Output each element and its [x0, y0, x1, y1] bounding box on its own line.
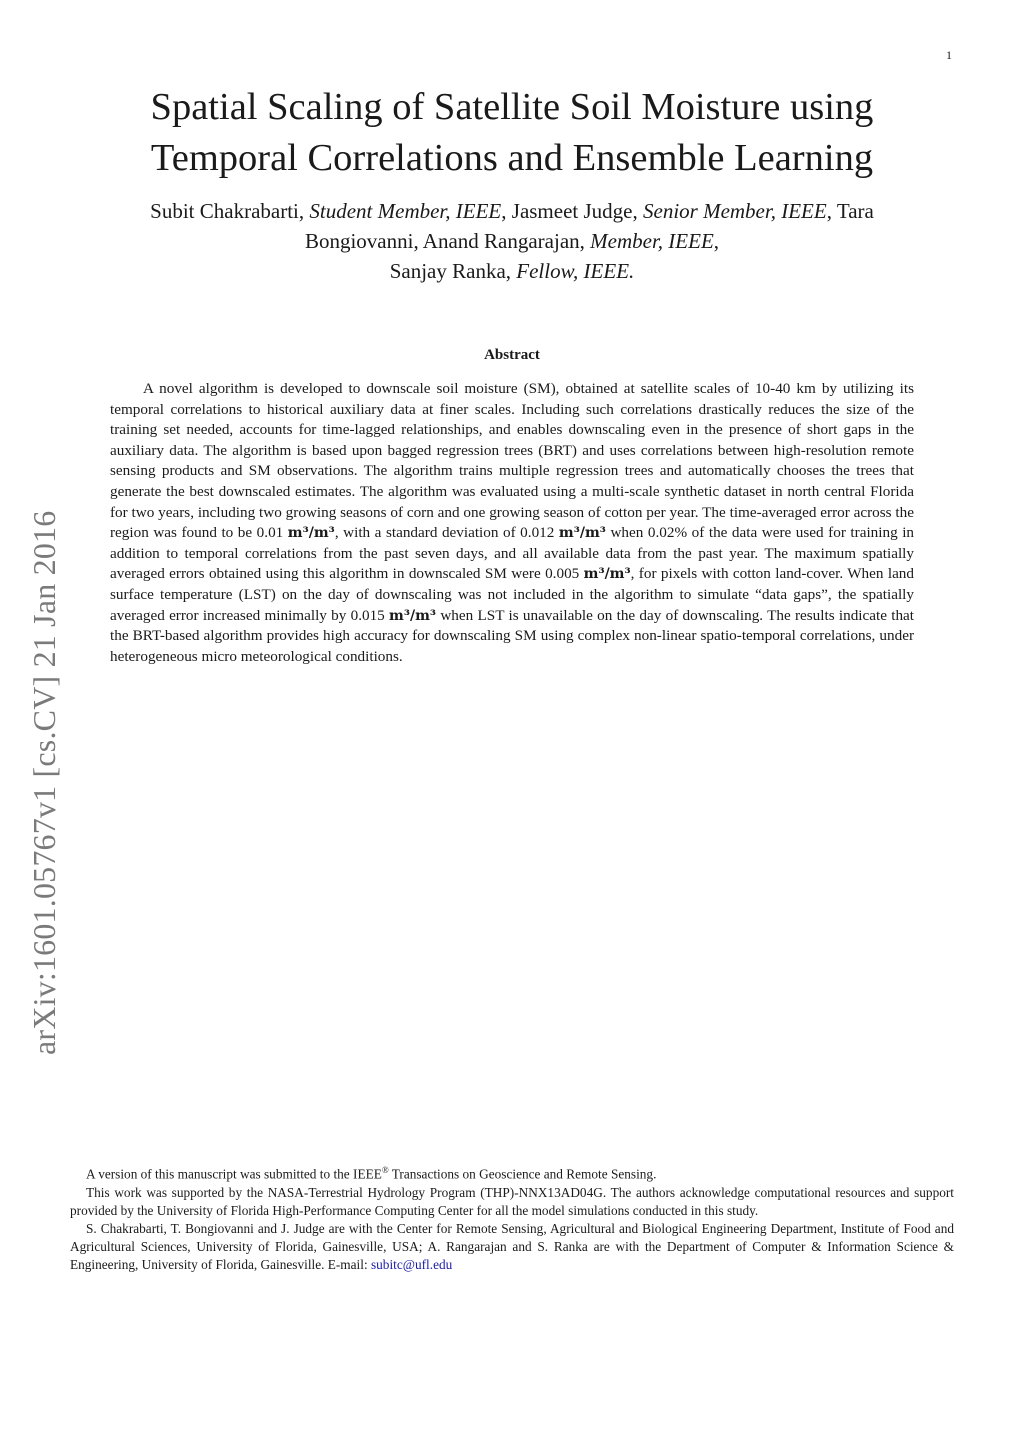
- footnote-affiliations: S. Chakrabarti, T. Bongiovanni and J. Judge are with the Center for Remote Sensing, Agricultural and Biological Engineering Department, Institute of Food and Agricultural Sciences, University of Florida, Gainesville, USA; A. Rangarajan and S. Ranka are with the Department of Computer & Information Science & Engineering, University of Florida, Gainesville. E-mail: subitc@ufl.edu: [70, 1221, 954, 1273]
- unit-label: m³/m³: [389, 607, 437, 624]
- author-affiliation: Member, IEEE: [590, 229, 714, 253]
- arxiv-stamp: arXiv:1601.05767v1 [cs.CV] 21 Jan 2016: [26, 510, 62, 1055]
- author-affiliation: Student Member, IEEE: [309, 199, 502, 223]
- abstract-text: , for pixels with cotton land-cover. When land surface temperature (LST) on the day of downscaling was not included in the algorithm to simulate “data gaps”, the spatially averaged error increased minimally by 0.015: [110, 565, 914, 624]
- abstract-text: when 0.02% of the data were used for training in addition to temporal correlations from the past seven days, and all available data from the past year. The maximum spatially averaged errors obtained using this algorithm in downscaled SM were 0.005: [110, 524, 915, 583]
- paper-title: Spatial Scaling of Satellite Soil Moisture using Temporal Correlations and Ensemble Learning: [150, 86, 874, 179]
- author-affiliation: Fellow, IEEE.: [516, 259, 635, 283]
- author-name: Subit Chakrabarti: [150, 199, 299, 223]
- abstract-text: when LST is unavailable on the day of downscaling. The results indicate that the BRT-based algorithm provides high accuracy for downscaling SM using complex non-linear spatio-temporal correlations, under heterogeneous micro meteorological conditions.: [110, 606, 914, 665]
- author-name: Anand Rangarajan: [422, 229, 580, 253]
- email-link[interactable]: subitc@ufl.edu: [370, 1257, 453, 1273]
- author-name: Jasmeet Judge: [511, 199, 633, 223]
- unit-label: m³/m³: [287, 525, 335, 542]
- page-number: 1: [946, 48, 952, 62]
- abstract-heading: Abstract: [484, 347, 540, 363]
- footnote-submission: A version of this manuscript was submitted to the IEEE® Transactions on Geoscience and Remote Sensing.: [86, 1165, 657, 1182]
- footnotes: [70, 1161, 954, 1275]
- author-list: Subit Chakrabarti, Student Member, IEEE, Jasmeet Judge, Senior Member, IEEE, Tara Bongiovanni, Anand Rangarajan, Member, IEEE, Sanjay Ranka, Fellow, IEEE.: [150, 199, 874, 283]
- unit-label: m³/m³: [583, 566, 631, 583]
- abstract-text: , with a standard deviation of 0.012: [334, 524, 559, 542]
- unit-label: m³/m³: [558, 525, 606, 542]
- footnote-funding: This work was supported by the NASA-Terrestrial Hydrology Program (THP)-NNX13AD04G. The authors acknowledge computational resources and support provided by the University of Florida High-Performance Computing Center for all the model simulations conducted in this study.: [70, 1184, 954, 1218]
- author-affiliation: Senior Member, IEEE: [643, 199, 827, 223]
- abstract-body: [110, 379, 914, 667]
- abstract-text: A novel algorithm is developed to downscale soil moisture (SM), obtained at satellite scales of 10-40 km by utilizing its temporal correlations to historical auxiliary data at finer scales. Including such correlations drastically reduces the size of the training set needed, accounts for time-lagged relationships, and enables downscaling even in the presence of short gaps in the auxiliary data. The algorithm is based upon bagged regression trees (BRT) and uses correlations between high-resolution remote sensing products and SM observations. The algorithm trains multiple regression trees and automatically chooses the trees that generate the best downscaled estimates. The algorithm was evaluated using a multi-scale synthetic dataset in north central Florida for two years, including two growing seasons of corn and one growing season of cotton per year. The time-averaged error across the region was found to be 0.01: [110, 380, 914, 542]
- registered-mark: ®: [381, 1165, 389, 1175]
- author-name: Sanjay Ranka: [389, 259, 506, 283]
- author-name: Tara Bongiovanni: [304, 199, 874, 253]
